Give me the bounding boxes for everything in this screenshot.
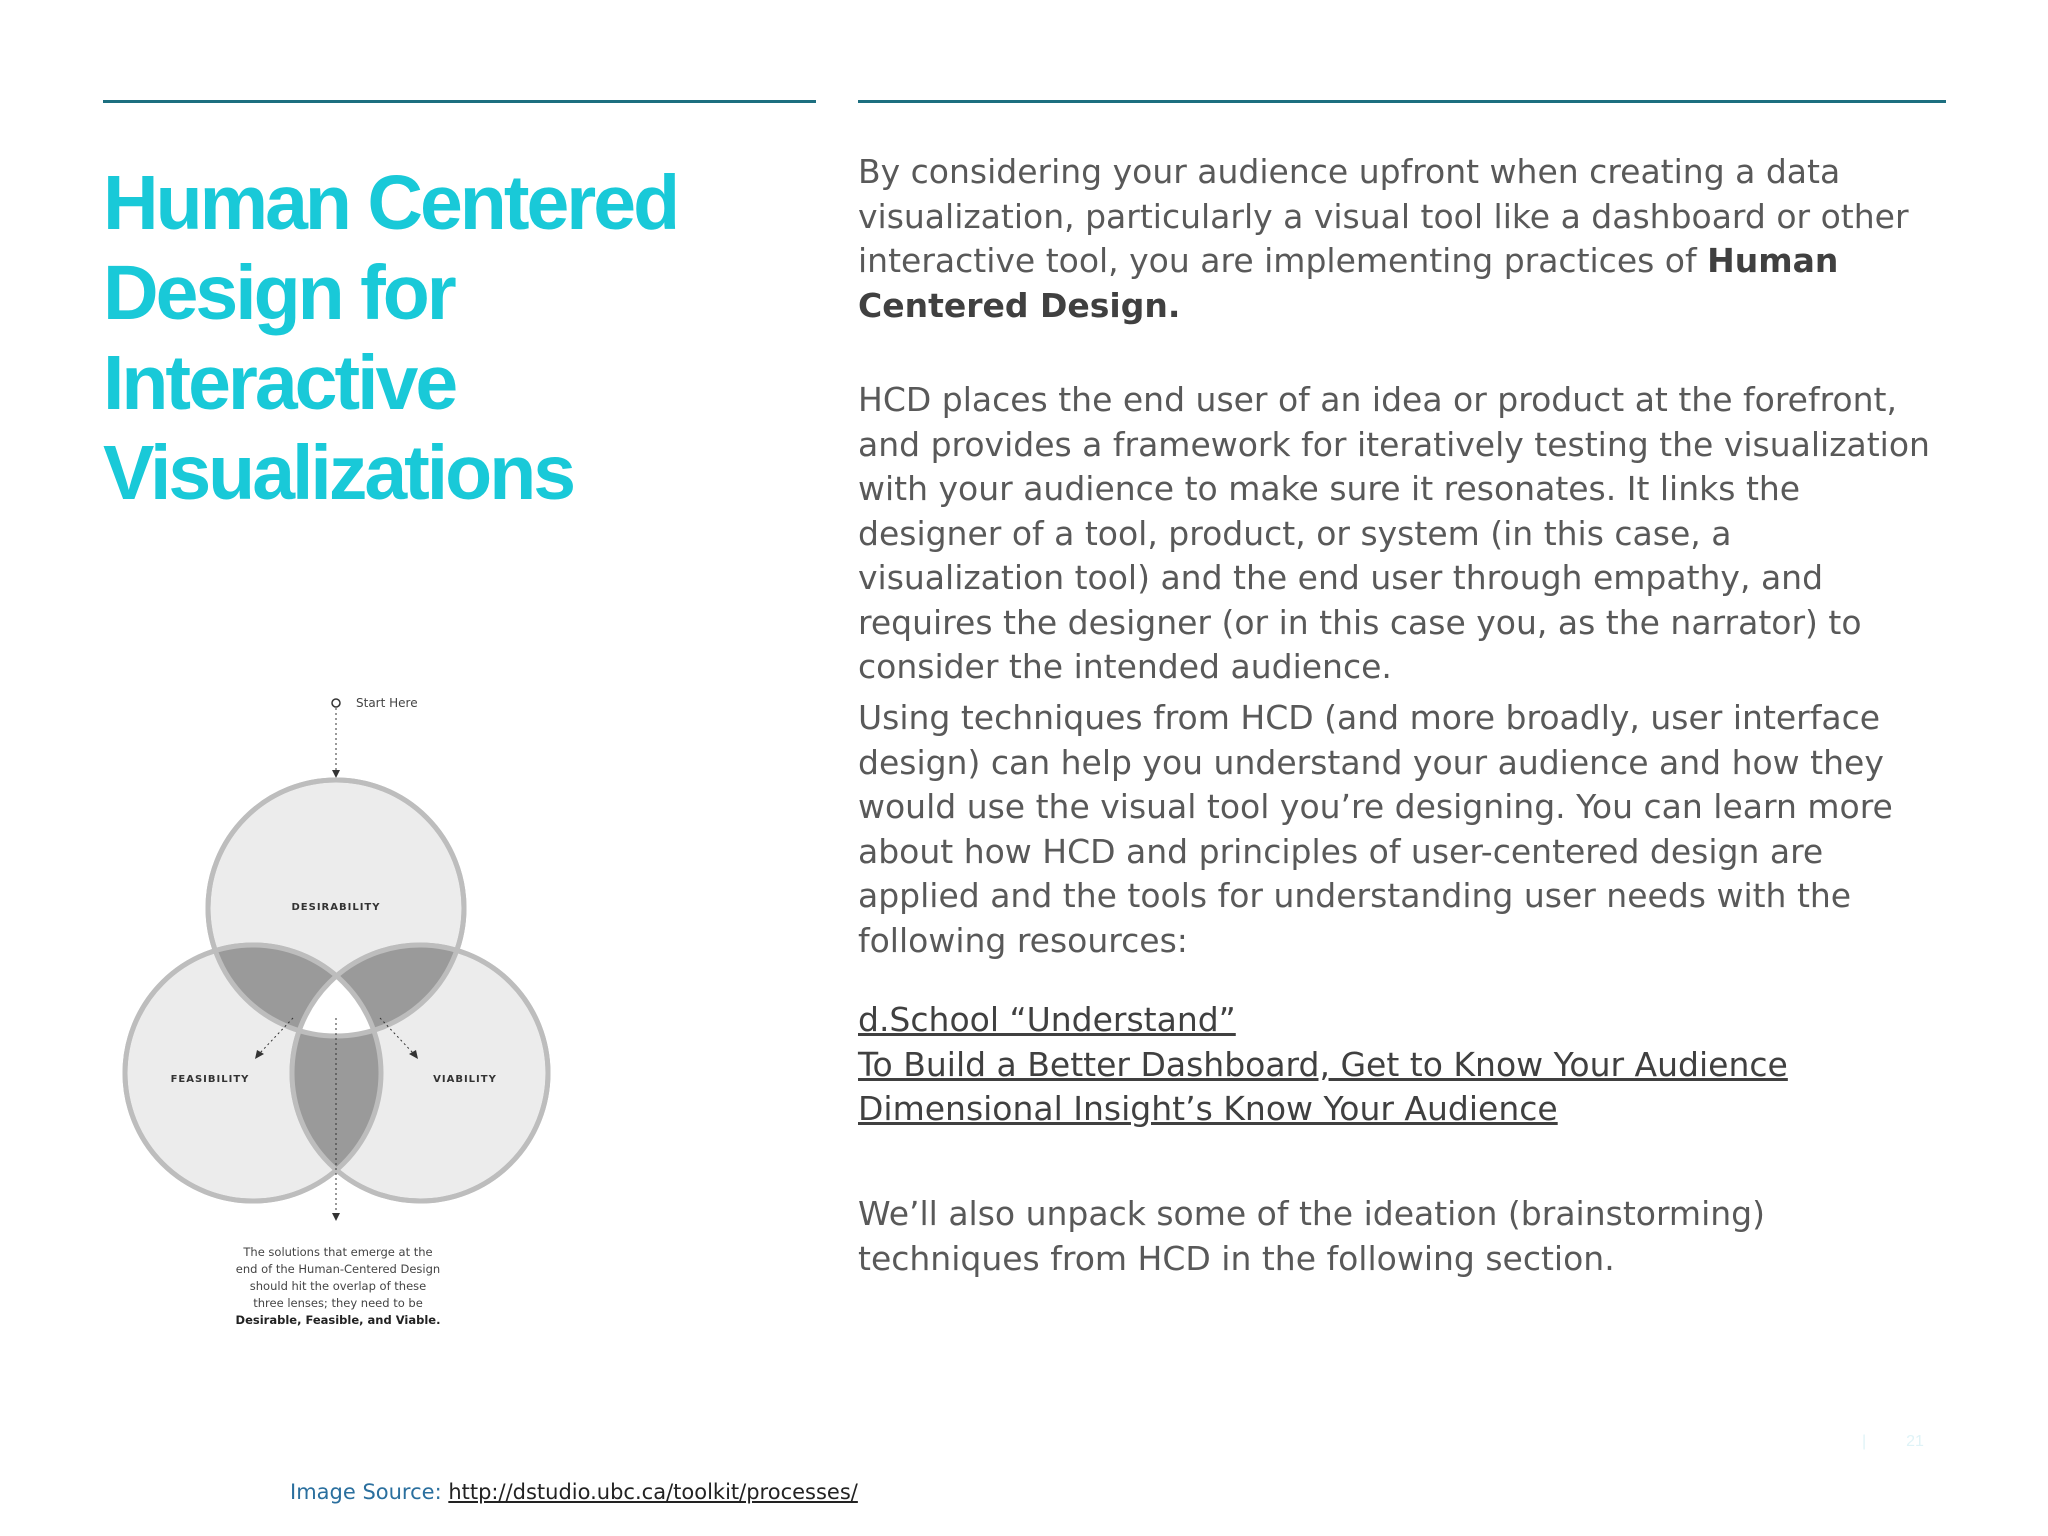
down-arrow-head-icon	[332, 1213, 340, 1221]
ideation-paragraph: We’ll also unpack some of the ideation (brainstorming) techniques from HCD in the following section.	[858, 1194, 1765, 1278]
title-line-3: Interactive	[103, 340, 456, 426]
top-rule-left	[103, 100, 816, 103]
desirability-label: DESIRABILITY	[291, 902, 381, 913]
start-arrow-head-icon	[332, 770, 340, 778]
start-here-label: Start Here	[356, 696, 418, 710]
caption-line: end of the Human-Centered Design	[235, 1262, 441, 1276]
title-line-2: Design for	[103, 250, 454, 336]
start-marker-icon	[332, 699, 340, 707]
caption-bold-line: Desirable, Feasible, and Viable.	[235, 1313, 441, 1327]
feasibility-label: FEASIBILITY	[170, 1074, 250, 1085]
intro-text: By considering your audience upfront when creating a data visualization, particularly a visual tool like a dashboard or other interactive tool, you are implementing practices of	[858, 152, 1909, 280]
hcd-paragraph: HCD places the end user of an idea or product at the forefront, and provides a framework for iteratively testing the visualization with your audience to make sure it resonates. It links the designer of a tool, product, or system (in this case, a visualization tool) and the end user through empathy, and requires the designer (or in this case you, as the narrator) to consider the intended audience.	[858, 380, 1930, 686]
page-separator: |	[1862, 1433, 1867, 1450]
diagram-caption	[213, 1244, 463, 1329]
intro-bold-text: Human Centered Design.	[858, 241, 1839, 325]
caption-line: should hit the overlap of these	[249, 1279, 427, 1293]
page-number	[1862, 1433, 1924, 1451]
caption-line: The solutions that emerge at the	[243, 1245, 433, 1259]
caption-line: three lenses; they need to be	[253, 1296, 423, 1310]
image-source-label: Image Source:	[290, 1480, 449, 1504]
link-dschool-understand[interactable]: d.School “Understand”	[858, 1000, 1236, 1039]
techniques-paragraph: Using techniques from HCD (and more broadly, user interface design) can help you understand your audience and how they would use the visual tool you’re designing. You can learn more about how HCD and principles of user-centered design are applied and the tools for understanding user needs with the following resources:	[858, 698, 1893, 960]
page-number-value: 21	[1906, 1433, 1924, 1450]
intro-paragraph	[858, 150, 1948, 328]
link-better-dashboard[interactable]: To Build a Better Dashboard, Get to Know Your Audience	[858, 1044, 1788, 1084]
viability-label: VIABILITY	[433, 1074, 497, 1085]
image-source	[290, 1480, 858, 1504]
title-line-4: Visualizations	[103, 430, 574, 516]
hcd-venn-diagram	[118, 688, 568, 1338]
top-rule-right	[858, 100, 1946, 103]
resource-links	[858, 998, 1948, 1132]
image-source-link[interactable]: http://dstudio.ubc.ca/toolkit/processes/	[448, 1480, 858, 1504]
title-line-1: Human Centered	[103, 160, 678, 246]
venn-svg	[118, 688, 568, 1248]
page-title	[103, 158, 803, 518]
link-know-your-audience[interactable]: Dimensional Insight’s Know Your Audience	[858, 1089, 1558, 1128]
